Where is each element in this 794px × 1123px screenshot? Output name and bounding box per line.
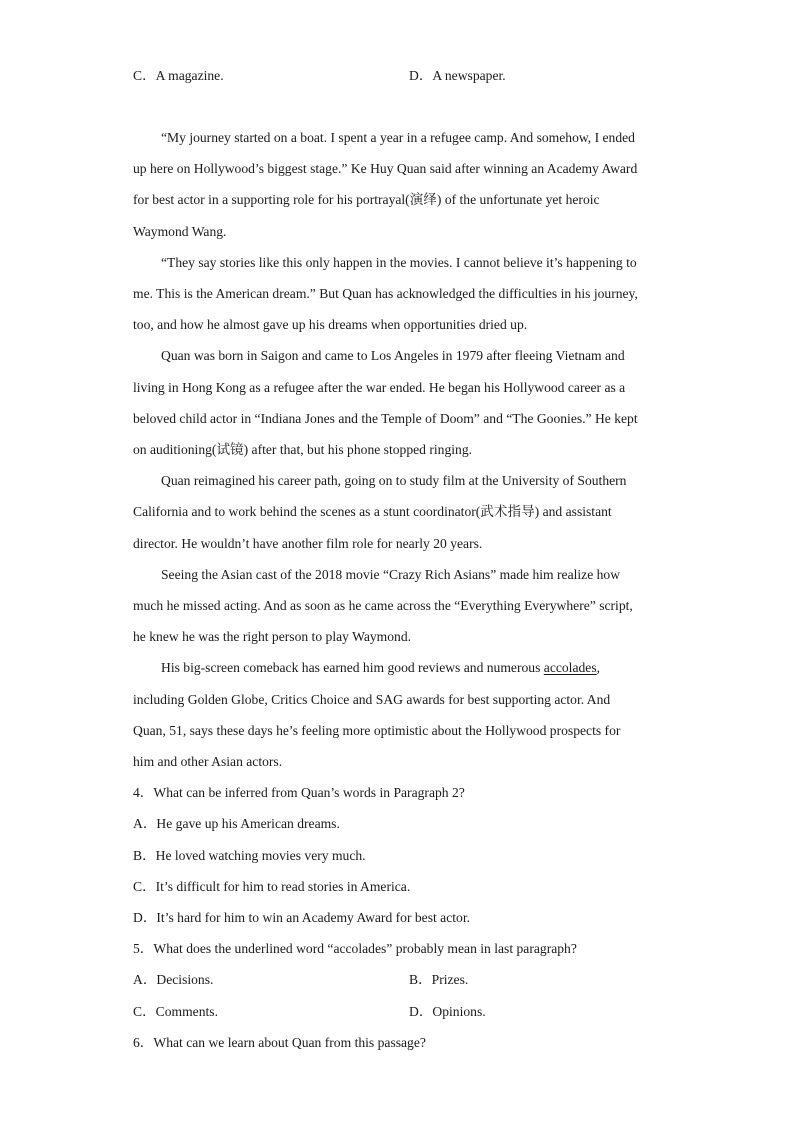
question-4-option-b: B．He loved watching movies very much.: [133, 848, 366, 863]
question-4-option-c: C．It’s difficult for him to read stories in America.: [133, 879, 411, 894]
prev-option-d: D．A newspaper.: [409, 68, 506, 83]
underlined-word: accolades: [543, 660, 597, 675]
question-5-stem: 5．What does the underlined word “accolades” probably mean in last paragraph?: [133, 941, 577, 956]
prev-option-c: C．A magazine.: [133, 68, 224, 83]
passage-line: living in Hong Kong as a refugee after the war ended. He began his Hollywood career as a: [133, 380, 626, 395]
passage-line: Quan was born in Saigon and came to Los Angeles in 1979 after fleeing Vietnam and: [161, 348, 625, 363]
passage-line: for best actor in a supporting role for his portrayal(演绎) of the unfortunate yet heroic: [133, 192, 600, 207]
passage-line-accolades: [161, 660, 600, 676]
question-6-stem: 6．What can we learn about Quan from this passage?: [133, 1035, 426, 1050]
passage-line: “They say stories like this only happen in the movies. I cannot believe it’s happening to: [161, 255, 637, 270]
passage-line: “My journey started on a boat. I spent a year in a refugee camp. And somehow, I ended: [161, 130, 635, 145]
question-5-option-d: D．Opinions.: [409, 1004, 486, 1019]
question-4-option-a: A．He gave up his American dreams.: [133, 816, 340, 831]
passage-line: beloved child actor in “Indiana Jones and the Temple of Doom” and “The Goonies.” He kept: [133, 411, 638, 426]
text-before: His big-screen comeback has earned him good reviews and numerous: [161, 660, 544, 675]
passage-line: me. This is the American dream.” But Quan has acknowledged the difficulties in his journey,: [133, 286, 638, 301]
passage-line: too, and how he almost gave up his dreams when opportunities dried up.: [133, 317, 528, 332]
question-5-option-b: B．Prizes.: [409, 972, 469, 987]
passage-line: Quan reimagined his career path, going on to study film at the University of Southern: [161, 473, 627, 488]
passage-line: he knew he was the right person to play Waymond.: [133, 629, 412, 644]
passage-line: including Golden Globe, Critics Choice and SAG awards for best supporting actor. And: [133, 692, 611, 707]
text-after: ,: [596, 660, 601, 675]
passage-line: Waymond Wang.: [133, 224, 227, 239]
question-4-stem: 4．What can be inferred from Quan’s words in Paragraph 2?: [133, 785, 465, 800]
passage-line: Seeing the Asian cast of the 2018 movie “Crazy Rich Asians” made him realize how: [161, 567, 621, 582]
question-5-option-a: A．Decisions.: [133, 972, 214, 987]
question-5-option-c: C．Comments.: [133, 1004, 218, 1019]
passage-line: up here on Hollywood’s biggest stage.” Ke Huy Quan said after winning an Academy Award: [133, 161, 638, 176]
passage-line: Quan, 51, says these days he’s feeling more optimistic about the Hollywood prospects for: [133, 723, 621, 738]
passage-line: director. He wouldn’t have another film role for nearly 20 years.: [133, 536, 483, 551]
passage-line: much he missed acting. And as soon as he came across the “Everything Everywhere” script,: [133, 598, 633, 613]
question-4-option-d: D．It’s hard for him to win an Academy Award for best actor.: [133, 910, 471, 925]
passage-line: on auditioning(试镜) after that, but his phone stopped ringing.: [133, 442, 473, 457]
passage-line: him and other Asian actors.: [133, 754, 283, 769]
passage-line: California and to work behind the scenes as a stunt coordinator(武术指导) and assistant: [133, 504, 612, 519]
